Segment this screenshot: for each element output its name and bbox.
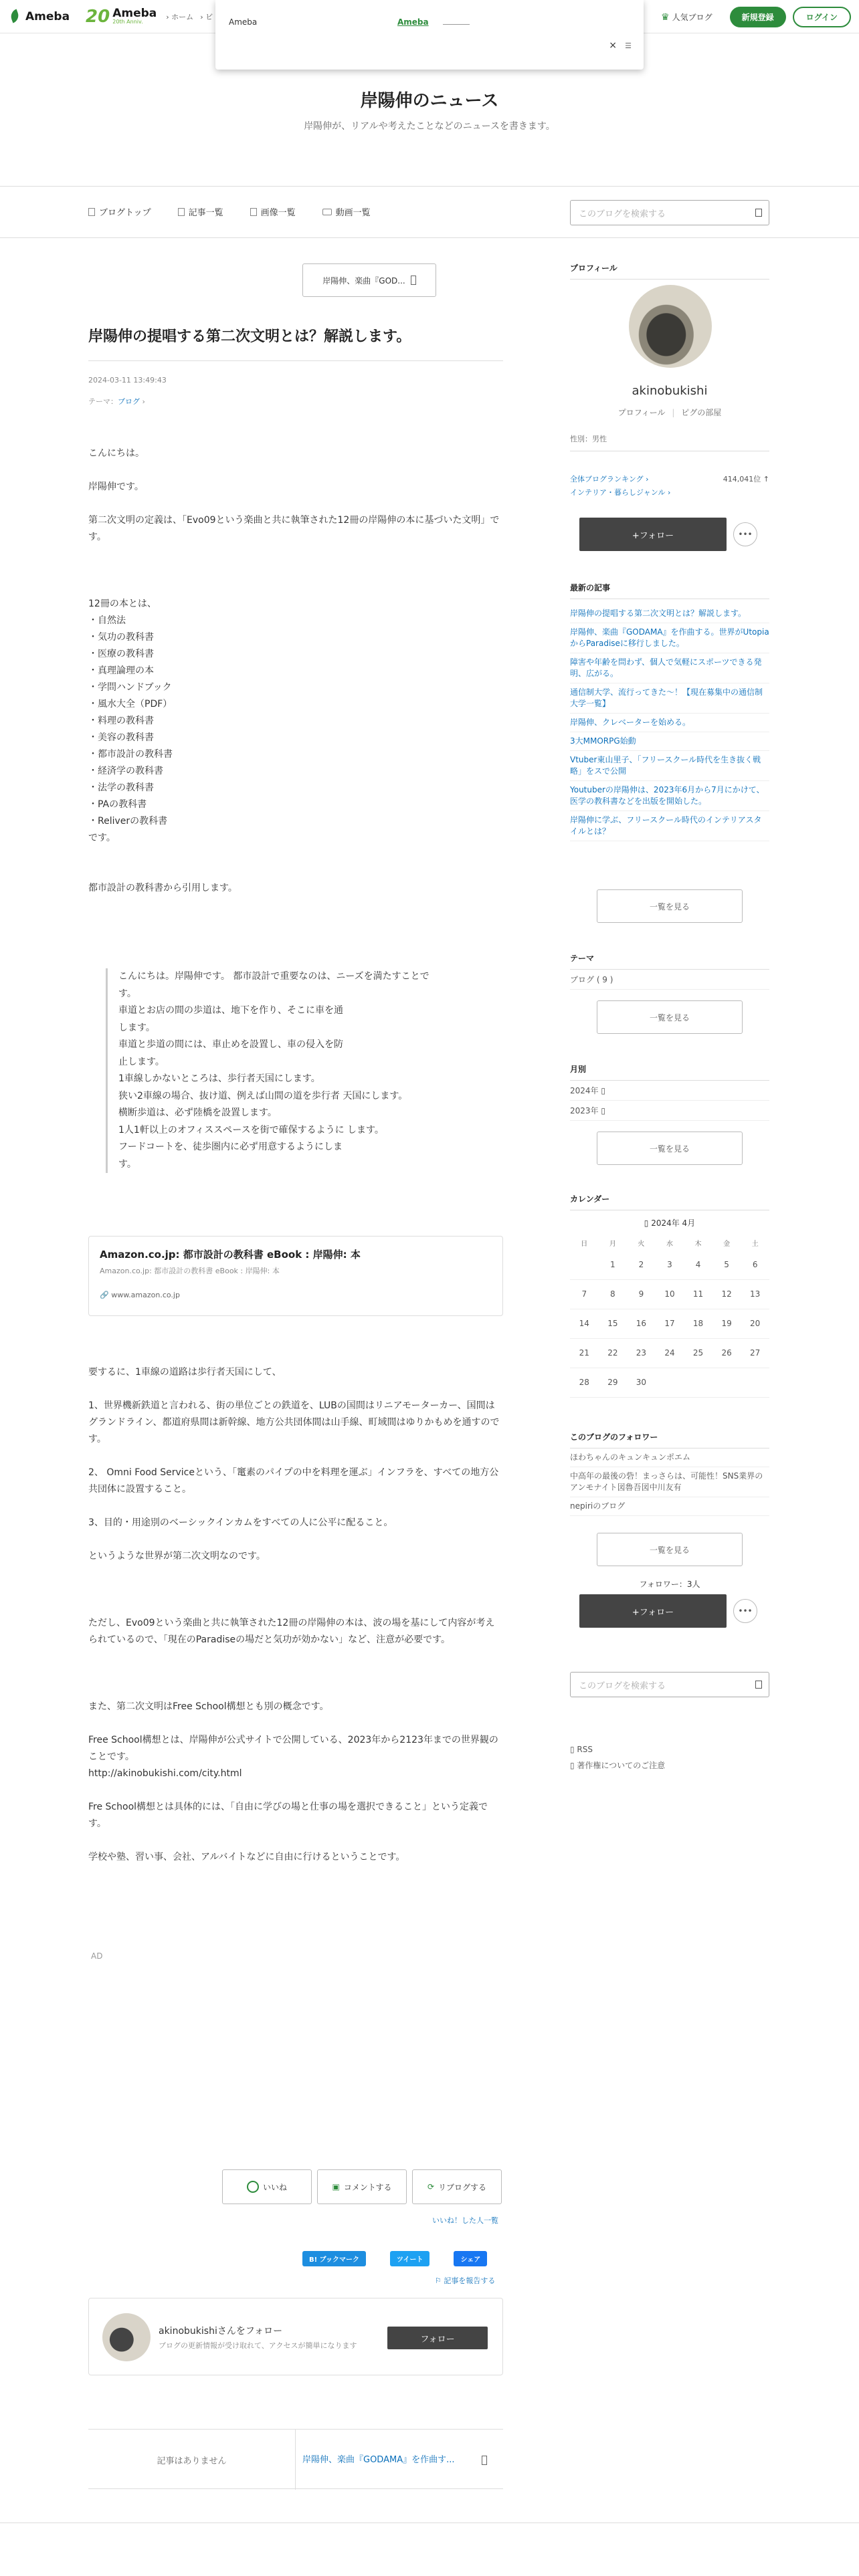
recent-article-link[interactable]: 岸陽伸の提唱する第二次文明とは？解説します。 [570, 605, 769, 623]
register-button[interactable]: 新規登録 [730, 7, 786, 27]
search-icon[interactable] [755, 209, 762, 217]
calendar-day: 16 [627, 1309, 656, 1338]
article-actions [222, 2169, 502, 2204]
calendar-day: 12 [712, 1279, 741, 1309]
theme-label: テーマ： [88, 397, 118, 406]
calendar-day: 2 [627, 1250, 656, 1279]
info-icon: ▯ [570, 1761, 577, 1770]
calendar-day: 19 [712, 1309, 741, 1338]
sidebar-follow-button[interactable]: +フォロー [579, 1594, 727, 1628]
recent-article-link[interactable]: 岸陽伸に学ぶ、フリースクール時代のインテリアスタイルとは？ [570, 811, 769, 841]
ameba-20th-logo[interactable] [86, 7, 157, 27]
popular-blogs-label: 人気ブログ [672, 13, 712, 22]
ranking-value: 414,041位 ↑ [723, 475, 769, 484]
tweet-button[interactable]: ツイート [390, 2251, 430, 2266]
list-icon [178, 208, 185, 216]
ad-label: AD [91, 1951, 103, 1961]
report-label: 記事を報告する [444, 2276, 496, 2285]
recent-article-link[interactable]: Youtuberの岸陽伸は、2023年6月から7月にかけて、医学の教科書などを出版を開始した。 [570, 781, 769, 811]
chevron-right-icon [411, 276, 416, 285]
chevron-right-icon: › [140, 397, 145, 406]
hatena-bookmark-button[interactable]: B! ブックマーク [302, 2251, 366, 2266]
recent-article-link[interactable]: Vtuber東山里子、「フリースクール時代を生き抜く戦略」をスで公開 [570, 751, 769, 781]
blog-nav-bar [0, 186, 859, 238]
weekday: 日 [581, 1240, 588, 1248]
avatar[interactable] [102, 2313, 151, 2361]
calendar-day: 5 [712, 1250, 741, 1279]
top-right-actions [661, 7, 851, 27]
chevron-right-icon [482, 2456, 487, 2465]
share-buttons [302, 2251, 487, 2266]
comment-label: コメントする [343, 2182, 392, 2192]
calendar-day: 17 [656, 1309, 684, 1338]
calendar-month [570, 1217, 769, 1228]
blog-description: 岸陽伸が、リアルや考えたことなどのニュースを書きます。 [304, 121, 555, 132]
month-item[interactable] [570, 1101, 769, 1121]
calendar-week [570, 1309, 769, 1338]
follower-link[interactable]: ほわちゃんのキュンキュンポエム [570, 1448, 769, 1467]
image-icon [250, 208, 257, 216]
amazon-card-subtitle: Amazon.co.jp: 都市設計の教科書 eBook : 岸陽伸: 本 [100, 1267, 280, 1275]
amazon-link-card[interactable] [88, 1236, 503, 1316]
blog-search-input[interactable] [570, 200, 769, 225]
breadcrumb-item[interactable]: › ビ [200, 12, 213, 21]
amazon-card-title: Amazon.co.jp: 都市設計の教科書 eBook : 岸陽伸: 本 [100, 1249, 361, 1261]
recent-article-link[interactable]: 3大MMORPG始動 [570, 732, 769, 751]
calendar-day: 8 [599, 1279, 628, 1309]
monthly-heading: 月別 [570, 1063, 769, 1081]
calendar-day: 23 [627, 1338, 656, 1368]
follow-box [88, 2298, 503, 2375]
reblog-icon: ⟳ [427, 2182, 435, 2191]
leaf-icon [8, 9, 23, 25]
nav-label: ブログトップ [99, 208, 151, 218]
copyright-label: 著作権についてのご注意 [577, 1761, 666, 1770]
recent-heading: 最新の記事 [570, 582, 769, 599]
article-quote: こんにちは。岸陽伸です。 都市設計で重要なのは、ニーズを満たすことで す。 車道とお店の間の歩道は、地下を作り、そこに車を通 します。 車道と歩道の間には、車止めを設置し、車の侵入を防 止します。 1車線しかないところは、歩行者天国にします。 狭い2車線の場合、抜け道、例えば山間の道を歩行者 天国にします。 横断歩道は、必ず陸橋を設置します。 1人1軒以上のオフィススペースを街で確保するように します。 フードコートを、徒歩圏内に必ず用意するようにしま す。 [106, 968, 480, 1173]
article-paragraph: Fre School構想とは具体的には、「自由に学びの場と仕事の場を選択できること」という定義です。 [88, 1802, 488, 1829]
close-icon[interactable]: × [609, 40, 617, 51]
followers-see-all-button[interactable]: 一覧を見る [597, 1533, 743, 1566]
ranking-label: 全体ブログランキング [570, 475, 644, 484]
profile-avatar[interactable] [629, 285, 712, 368]
calendar-day: 15 [599, 1309, 628, 1338]
breadcrumb-home[interactable]: › ホーム [166, 12, 194, 21]
calendar-heading: カレンダー [570, 1193, 769, 1210]
calendar-day: 22 [599, 1338, 628, 1368]
calendar-day [656, 1368, 684, 1397]
nav-image-list[interactable] [250, 205, 296, 218]
calendar-day [712, 1368, 741, 1397]
genre-ranking[interactable] [570, 487, 670, 498]
article-paragraph: 2、 Omni Food Serviceという、「竃素のパイプの中を料理を運ぶ」インフラを、すべての地方公共団体に設置すること。 [88, 1467, 499, 1495]
expand-icon: ▯ [598, 1086, 605, 1095]
calendar-day: 10 [656, 1279, 684, 1309]
reblog-button[interactable] [412, 2169, 502, 2204]
calendar-day: 6 [741, 1250, 769, 1279]
weekday: 水 [666, 1240, 673, 1248]
calendar-weekdays [570, 1235, 769, 1250]
blog-ranking[interactable] [570, 473, 769, 484]
link-icon: 🔗 [100, 1291, 112, 1299]
home-icon [88, 208, 95, 216]
article-paragraph: 第二次文明の定義は、「Evo09という楽曲と共に執筆された12冊の岸陽伸の本に基づいた文明」です。 [88, 515, 500, 542]
recent-article-link[interactable]: 通信制大学、流行ってきた〜！【現在募集中の通信制大学一覧】 [570, 683, 769, 714]
calendar-day [741, 1368, 769, 1397]
article-paragraph: また、第二次文明はFree School構想とも別の概念です。 [88, 1701, 329, 1712]
pigg-room-link[interactable]: ピグの部屋 [681, 408, 722, 417]
calendar-day: 18 [684, 1309, 712, 1338]
smile-icon [247, 2181, 259, 2193]
popular-blogs-link[interactable] [661, 11, 712, 23]
article-title[interactable]: 岸陽伸の提唱する第二次文明とは？解説します。 [88, 325, 503, 361]
like-label: いいね [262, 2182, 287, 2192]
calendar-month-label: 2024年 4月 [651, 1218, 696, 1228]
sidebar-footer-links [570, 1741, 665, 1774]
calendar-prev-icon[interactable]: ▯ [644, 1218, 652, 1228]
calendar-day: 13 [741, 1279, 769, 1309]
article-pager [88, 2429, 503, 2489]
theme-item[interactable]: ブログ ( 9 ) [570, 970, 769, 990]
monthly-section [570, 1063, 769, 1121]
article-paragraph: ただし、Evo09という楽曲と共に執筆された12冊の岸陽伸の本は、波の場を基にして内容が考えられているので、「現在のParadiseの場だと気功が効かない」など、注意が必要です。 [88, 1618, 495, 1645]
facebook-share-button[interactable]: シェア [454, 2251, 487, 2266]
month-label: 2023年 [570, 1106, 599, 1115]
anniversary-text [112, 8, 157, 25]
more-options-button[interactable]: ••• [733, 1599, 757, 1623]
blog-title[interactable]: 岸陽伸のニュース [360, 91, 499, 111]
followers-heading: このブログのフォロワー [570, 1431, 769, 1448]
blog-nav [88, 205, 371, 218]
article-body-continued [88, 1364, 503, 1883]
article-paragraph: 3、目的・用途別のベーシックインカムをすべての人に公平に配ること。 [88, 1517, 393, 1528]
like-button[interactable] [222, 2169, 312, 2204]
report-article-link[interactable] [435, 2275, 495, 2286]
theme-see-all-button[interactable]: 一覧を見る [597, 1000, 743, 1034]
calendar-day: 4 [684, 1250, 712, 1279]
popup-brand-link[interactable]: Ameba [397, 17, 429, 27]
profile-link[interactable]: プロフィール [617, 408, 666, 417]
ameba-logo[interactable] [8, 9, 70, 25]
month-item[interactable] [570, 1081, 769, 1101]
crown-icon: ♛ [661, 11, 670, 23]
article-paragraph: 都市設計の教科書から引用します。 [88, 883, 237, 893]
article-paragraph: 岸陽伸です。 [88, 481, 144, 492]
nav-label: 動画一覧 [335, 208, 371, 218]
calendar-day: 11 [684, 1279, 712, 1309]
calendar-week [570, 1368, 769, 1397]
theme-link[interactable]: ブログ [118, 397, 140, 406]
article-theme [88, 396, 145, 407]
profile-heading: プロフィール [570, 262, 769, 280]
weekday: 木 [694, 1240, 702, 1248]
follow-box-description: ブログの更新情報が受け取れて、アクセスが簡単になります [159, 2341, 357, 2350]
profile-name[interactable]: akinobukishi [632, 384, 708, 398]
article-paragraph: 要するに、1車線の道路は歩行者天国にして、 [88, 1367, 282, 1378]
report-icon: ⚐ [435, 2276, 444, 2285]
nav-blog-top[interactable] [88, 205, 151, 218]
nav-article-list[interactable] [178, 205, 223, 218]
anniversary-sub: 20th Anniv. [112, 19, 143, 25]
followers-section [570, 1431, 769, 1516]
article-date: 2024-03-11 13:49:43 [88, 376, 167, 385]
theme-section [570, 952, 769, 990]
anniversary-brand: Ameba [112, 7, 157, 20]
follow-box-name: akinobukishiさんをフォロー [159, 2326, 283, 2337]
like-list-link[interactable]: いいね！した人一覧 [432, 2216, 498, 2225]
amazon-url-text: www.amazon.co.jp [111, 1291, 180, 1299]
popup-banner [215, 0, 644, 70]
calendar-week [570, 1338, 769, 1368]
comment-button[interactable] [317, 2169, 407, 2204]
calendar-day: 9 [627, 1279, 656, 1309]
menu-icon[interactable]: ☰ [625, 41, 632, 50]
popup-divider [443, 24, 470, 25]
next-article-label: 岸陽伸、楽曲『GODAMA』を作曲す... [302, 2455, 455, 2465]
calendar-week [570, 1279, 769, 1309]
theme-heading: テーマ [570, 952, 769, 970]
article-paragraph: 12冊の本とは、 ・自然法 ・気功の教科書 ・医療の教科書 ・真理論理の本 ・学問ハンドブック ・風水大全（PDF） ・料理の教科書 ・美容の教科書 ・都市設計の教科書 ・経済学の教科書 ・法学の教科書 ・PAの教科書 ・Reliverの教科書 です。 [88, 599, 173, 843]
calendar-day: 14 [570, 1309, 599, 1338]
rss-link[interactable] [570, 1741, 665, 1757]
popup-title: Ameba [229, 17, 258, 27]
calendar-week [570, 1250, 769, 1279]
genre-label: インテリア・暮らしジャンル [570, 488, 666, 497]
calendar-day: 28 [570, 1368, 599, 1397]
calendar [570, 1193, 769, 1398]
profile-links [570, 407, 769, 418]
article-paragraph: 1、世界機新鉄道と言われる、街の単位ごとの鉄道を、LUBの国間はリニアモーターカー、国間はグランドライン、都道府県間は新幹線、地方公共団体間は山手線、町域間はゆりかもめを通すのです。 [88, 1400, 500, 1444]
weekday: 月 [609, 1240, 616, 1248]
article-paragraph: 学校や塾、習い事、会社、アルバイトなどに自由に行けるということです。 [88, 1852, 405, 1862]
breadcrumb [166, 11, 213, 22]
amazon-card-url [100, 1291, 492, 1299]
nav-label: 画像一覧 [260, 208, 296, 218]
more-options-button[interactable]: ••• [733, 522, 757, 546]
follower-link[interactable]: nepiriのブログ [570, 1497, 769, 1516]
chevron-right-icon: › [643, 475, 649, 484]
prev-article-label: 岸陽伸、楽曲『GOD... [322, 276, 405, 286]
sidebar-search-input[interactable] [570, 1672, 769, 1697]
chevron-right-icon: › [665, 488, 671, 497]
nav-video-list[interactable] [322, 205, 371, 218]
calendar-day [684, 1368, 712, 1397]
calendar-day: 1 [599, 1250, 628, 1279]
weekday: 金 [723, 1240, 731, 1248]
weekday: 土 [751, 1240, 759, 1248]
article-body [88, 445, 503, 914]
recent-see-all-button[interactable]: 一覧を見る [597, 889, 743, 923]
profile-section [570, 262, 769, 280]
recent-articles [570, 582, 769, 841]
month-label: 2024年 [570, 1086, 599, 1095]
next-article-link[interactable] [302, 2452, 487, 2465]
separator: | [672, 408, 675, 417]
follow-button[interactable]: フォロー [387, 2327, 488, 2349]
search-placeholder: このブログを検索する [579, 209, 666, 219]
anniversary-number: 20 [86, 6, 110, 27]
monthly-see-all-button[interactable]: 一覧を見る [597, 1132, 743, 1165]
calendar-day: 7 [570, 1279, 599, 1309]
search-placeholder: このブログを検索する [579, 1681, 666, 1691]
article-paragraph: Free School構想とは、岸陽伸が公式サイトで公開している、2023年から2123年までの世界観のことです。 http://akinobukishi.com/city.html [88, 1735, 498, 1779]
rss-label: RSS [577, 1745, 593, 1754]
calendar-day: 30 [627, 1368, 656, 1397]
recent-list [570, 605, 769, 841]
calendar-day: 26 [712, 1338, 741, 1368]
calendar-day: 21 [570, 1338, 599, 1368]
prev-article-button[interactable] [302, 263, 436, 297]
ameba-logo-text: Ameba [25, 9, 70, 23]
expand-icon: ▯ [598, 1106, 605, 1115]
rss-icon: ▯ [570, 1745, 577, 1754]
recent-article-link[interactable]: 岸陽伸、クレベーターを始める。 [570, 714, 769, 732]
copyright-link[interactable] [570, 1757, 665, 1774]
nav-label: 記事一覧 [188, 208, 223, 218]
calendar-day [570, 1250, 599, 1279]
profile-sex: 性別：男性 [570, 433, 769, 451]
login-button[interactable]: ログイン [793, 7, 851, 27]
calendar-day: 27 [741, 1338, 769, 1368]
calendar-grid [570, 1235, 769, 1398]
profile-follow-button[interactable]: +フォロー [579, 518, 727, 551]
search-icon[interactable] [755, 1681, 762, 1689]
calendar-day: 3 [656, 1250, 684, 1279]
recent-article-link[interactable]: 岸陽伸、楽曲『GODAMA』を作曲する。世界がUtopiaからParadiseに移行しました。 [570, 623, 769, 653]
calendar-day: 25 [684, 1338, 712, 1368]
article-paragraph: というような世界が第二次文明なのです。 [88, 1551, 266, 1562]
calendar-day: 20 [741, 1309, 769, 1338]
calendar-day: 29 [599, 1368, 628, 1397]
no-previous-article: 記事はありません [88, 2430, 296, 2490]
video-icon [322, 209, 332, 215]
weekday: 火 [638, 1240, 645, 1248]
recent-article-link[interactable]: 障害や年齢を問わず、個人で気軽にスポーツできる発明、広がる。 [570, 653, 769, 683]
article-paragraph: こんにちは。 [88, 448, 145, 459]
comment-icon: ▣ [332, 2182, 340, 2191]
follower-count: フォロワー：3人 [639, 1580, 700, 1589]
follower-link[interactable]: 中高年の最後の砦！まっさらは、可能性！SNS業界のアンモナイト図魯吾図中川友有 [570, 1467, 769, 1497]
calendar-day: 24 [656, 1338, 684, 1368]
reblog-label: リブログする [438, 2182, 487, 2192]
